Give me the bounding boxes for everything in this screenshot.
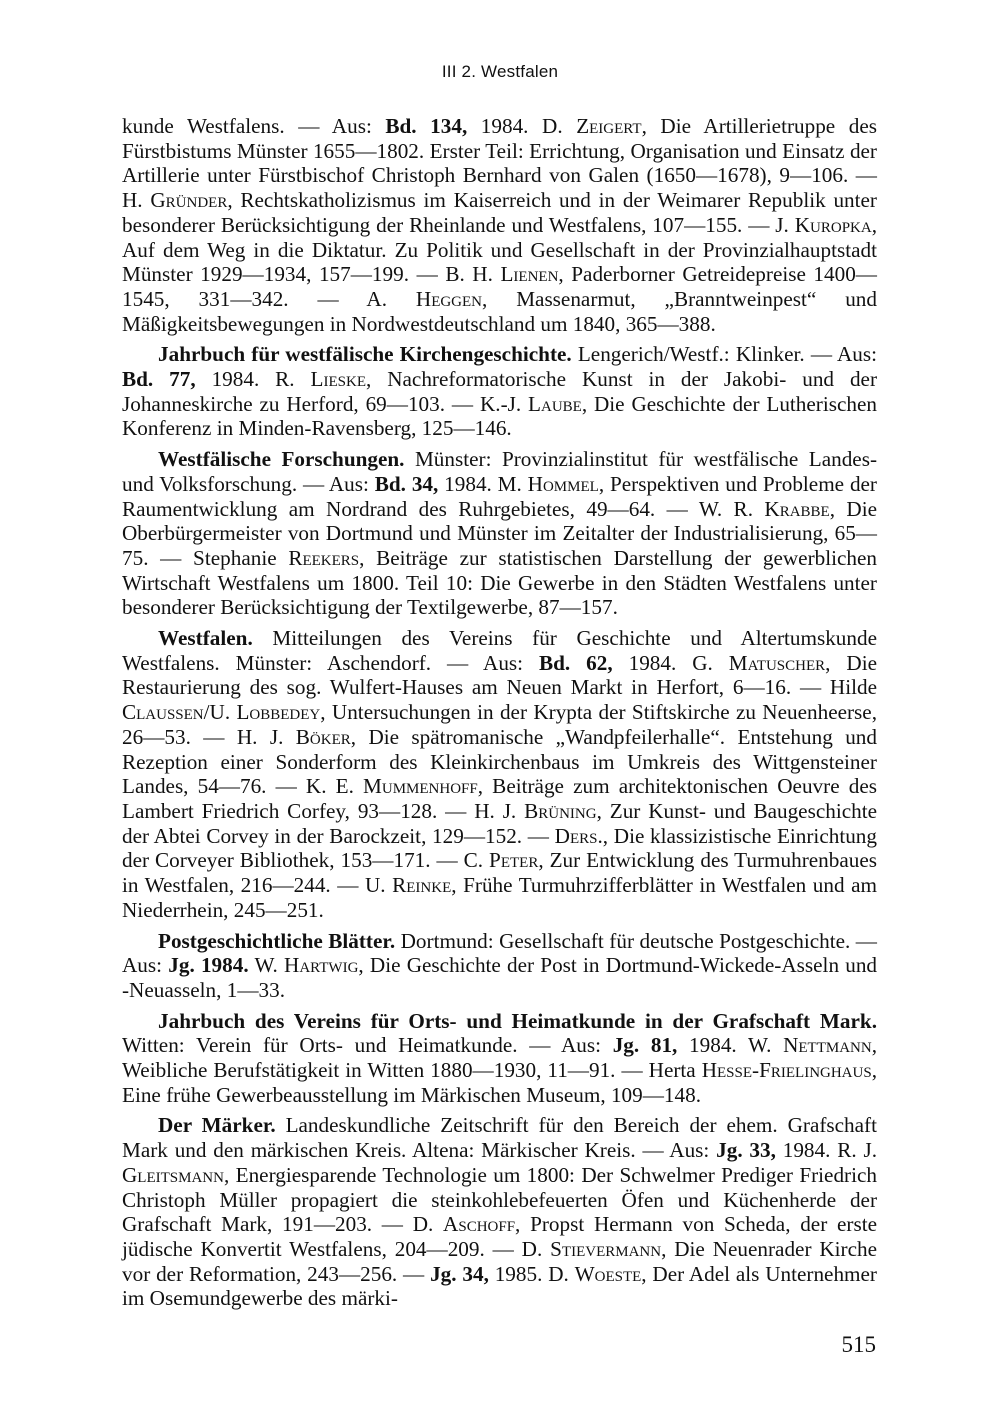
- bibliography-entry: [122, 929, 877, 1003]
- text-run: /U.: [203, 700, 237, 725]
- text-run: , Weibliche Berufstätigkeit in Witten 1880—1930, 11—91. — Herta: [122, 1033, 878, 1083]
- bold-run: Bd. 134,: [385, 114, 468, 138]
- bibliography-entry: [122, 342, 877, 441]
- author-name: Reinke: [392, 873, 452, 898]
- author-name: Lienen: [500, 262, 559, 287]
- author-name: Hommel: [527, 471, 599, 496]
- bibliography-entry: [122, 626, 877, 922]
- text-run: Münster: Provinzialinstitut für westfälische Landes- und Volksforschung. — Aus:: [122, 447, 877, 496]
- text-run: , Paderborner Getreidepreise 1400—1545, 331—342. — A.: [122, 262, 877, 311]
- text-run: , Perspektiven und Probleme der Raumentwicklung am Nordrand des Ruhrgebietes, 49—64. — W. R.: [122, 471, 877, 521]
- text-run: 1985. D.: [488, 1261, 575, 1286]
- bold-run: Jg. 33,: [716, 1138, 776, 1163]
- author-name: Gründer: [150, 188, 228, 213]
- running-head: III 2. Westfalen: [441, 62, 559, 81]
- bold-run: Postgeschichtliche Blätter.: [158, 928, 396, 953]
- author-name: Heggen: [415, 286, 483, 311]
- text-run: , Zur Entwicklung des Turmuhrenbaues in Westfalen, 216—244. — U.: [122, 848, 877, 898]
- author-name: Kuropka: [794, 212, 872, 237]
- text-run: , Energiesparende Technologie um 1800: Der Schwelmer Prediger Friedrich Christoph Müller propagiert die steinkohlebefeuerten Öfen und Küchenherde der Grafschaft Mark, 191—203. — D.: [122, 1162, 877, 1237]
- text-run: 1984. G.: [612, 650, 729, 675]
- text-run: , Die Oberbürgermeister von Dortmund und Münster im Zeitalter der Industrialisierung, 65—75. — Stephanie: [122, 496, 877, 570]
- bold-run: Jahrbuch des Vereins für Orts- und Heimatkunde in der Grafschaft Mark.: [158, 1008, 877, 1033]
- bold-run: Der Märker.: [158, 1113, 276, 1138]
- author-name: Woeste: [574, 1261, 642, 1286]
- text-run: 1984. R. J.: [775, 1138, 877, 1163]
- text-run: 1984. R.: [195, 367, 311, 392]
- author-name: Mummenhoff: [363, 774, 478, 799]
- text-run: , Die Artillerietruppe des Fürstbistums Münster 1655—1802. Erster Teil: Errichtung, Organisation und Einsatz der Artillerie unter Fürstbischof Christoph Bernhard von Galen (1650—1678), 9—106. — H.: [122, 114, 877, 213]
- text-run: 1984. D.: [467, 114, 577, 138]
- bold-run: Jg. 34,: [430, 1261, 489, 1286]
- text-run: , Die Restaurierung des sog. Wulfert-Hauses am Neuen Markt in Herfort, 6—16. — Hilde: [122, 650, 877, 700]
- text-run: , Beiträge zum architektonischen Oeuvre des Lambert Friedrich Corfey, 93—128. — H. J.: [122, 774, 877, 823]
- text-run: , Nachreformatorische Kunst in der Jakobi- und der Johanneskirche zu Herford, 69—103. — K.-J.: [122, 367, 877, 416]
- text-run: Lengerich/Westf.: Klinker. — Aus:: [571, 342, 877, 367]
- author-name: Claussen: [122, 700, 204, 725]
- author-name: Brüning: [524, 798, 597, 823]
- author-name: Peter: [489, 848, 539, 873]
- page-number: 515: [841, 1332, 876, 1357]
- text-run: , Beiträge zur statistischen Darstellung der gewerblichen Wirtschaft Westfalens um 1800. Teil 10: Die Gewerbe in den Städten Westfalens unter besonderer Berücksichtigung der Textilgewerbe, 87—157.: [122, 545, 877, 620]
- text-run: , Zur Kunst- und Baugeschichte der Abtei Corvey in der Barockzeit, 129—152. —: [122, 798, 877, 848]
- author-name: Aschoff: [443, 1212, 516, 1237]
- bold-run: Jg. 81,: [612, 1033, 678, 1058]
- body-text: [122, 114, 877, 1317]
- text-run: W.: [248, 953, 285, 978]
- text-run: Landeskundliche Zeitschrift für den Bereich der ehem. Grafschaft Mark und den märkischen Kreis. Altena: Märkischer Kreis. — Aus:: [122, 1113, 878, 1163]
- text-run: Dortmund: Gesellschaft für deutsche Postgeschichte. — Aus:: [122, 928, 877, 978]
- text-run: , Frühe Turmuhrzifferblätter in Westfalen und am Niederrhein, 245—251.: [122, 873, 877, 922]
- text-run: , Der Adel als Unternehmer im Osemundgewerbe des märki-: [122, 1261, 877, 1311]
- bold-run: Bd. 77,: [122, 367, 196, 392]
- author-name: Hesse-Frielinghaus: [701, 1058, 872, 1083]
- author-name: Lobbedey: [236, 700, 321, 725]
- author-name: Krabbe: [764, 496, 830, 521]
- bold-run: Westfalen.: [158, 626, 253, 651]
- text-run: 1984. W.: [677, 1033, 784, 1058]
- text-run: , Die Geschichte der Post in Dortmund-Wickede-Asseln und -Neuasseln, 1—33.: [122, 953, 878, 1002]
- author-name: Gleitsmann: [122, 1162, 224, 1187]
- text-run: , Auf dem Weg in die Diktatur. Zu Politik und Gesellschaft in der Provinzialhauptstadt Münster 1929—1934, 157—199. — B. H.: [122, 212, 877, 287]
- text-run: , Propst Hermann von Scheda, der erste jüdische Konvertit Westfalens, 204—209. — D.: [122, 1212, 877, 1261]
- text-run: , Die spätromanische „Wandpfeilerhalle“. Entstehung und Rezeption einer Sonderform des Kleinkirchenbaus im Umkreis des Wittgensteiner Landes, 54—76. — K. E.: [122, 724, 877, 799]
- bold-run: Bd. 62,: [539, 650, 613, 675]
- author-name: Zeigert: [576, 114, 642, 138]
- author-name: Hartwig: [284, 953, 359, 978]
- text-run: Witten: Verein für Orts- und Heimatkunde. — Aus:: [122, 1033, 613, 1058]
- author-name: Nettmann: [783, 1033, 872, 1058]
- bibliography-entry: [122, 447, 877, 620]
- bibliography-entry: [122, 1009, 877, 1108]
- text-run: , Die Geschichte der Lutherischen Konferenz in Minden-Ravensberg, 125—146.: [122, 391, 877, 441]
- bold-run: Jahrbuch für westfälische Kirchengeschichte.: [158, 342, 572, 367]
- bibliography-continuation: [122, 114, 877, 336]
- bold-run: Bd. 34,: [374, 471, 439, 496]
- author-name: Lieske: [310, 367, 366, 392]
- bold-run: Westfälische Forschungen.: [158, 447, 405, 472]
- text-run: , Untersuchungen in der Krypta der Stiftskirche zu Neuenheerse, 26—53. — H. J.: [122, 700, 877, 749]
- text-run: , Eine frühe Gewerbeausstellung im Märkischen Museum, 109—148.: [122, 1058, 877, 1107]
- text-run: Mitteilungen des Vereins für Geschichte und Altertumskunde Westfalens. Münster: Aschendorf. — Aus:: [122, 626, 877, 675]
- author-name: Reekers: [288, 545, 360, 570]
- author-name: Ders.: [554, 823, 603, 848]
- text-run: kunde Westfalens. — Aus:: [122, 114, 386, 138]
- author-name: Böker: [295, 724, 351, 749]
- author-name: Laube: [528, 391, 582, 416]
- text-run: , Die Neuenrader Kirche vor der Reformation, 243—256. —: [122, 1236, 878, 1286]
- text-run: , Die klassizistische Einrichtung der Corveyer Bibliothek, 153—171. — C.: [122, 823, 877, 873]
- text-run: , Rechtskatholizismus im Kaiserreich und in der Weimarer Republik unter besonderer Berücksichtigung der Rheinlande und Westfalens, 107—155. — J.: [122, 188, 877, 237]
- text-run: 1984. M.: [438, 471, 528, 496]
- bold-run: Jg. 1984.: [168, 953, 249, 978]
- bibliography-entry: [122, 1113, 877, 1311]
- text-run: , Massenarmut, „Branntweinpest“ und Mäßigkeitsbewegungen in Nordwestdeutschland um 1840, 365—388.: [122, 286, 877, 336]
- author-name: Stievermann: [550, 1236, 662, 1261]
- author-name: Matuscher: [728, 650, 826, 675]
